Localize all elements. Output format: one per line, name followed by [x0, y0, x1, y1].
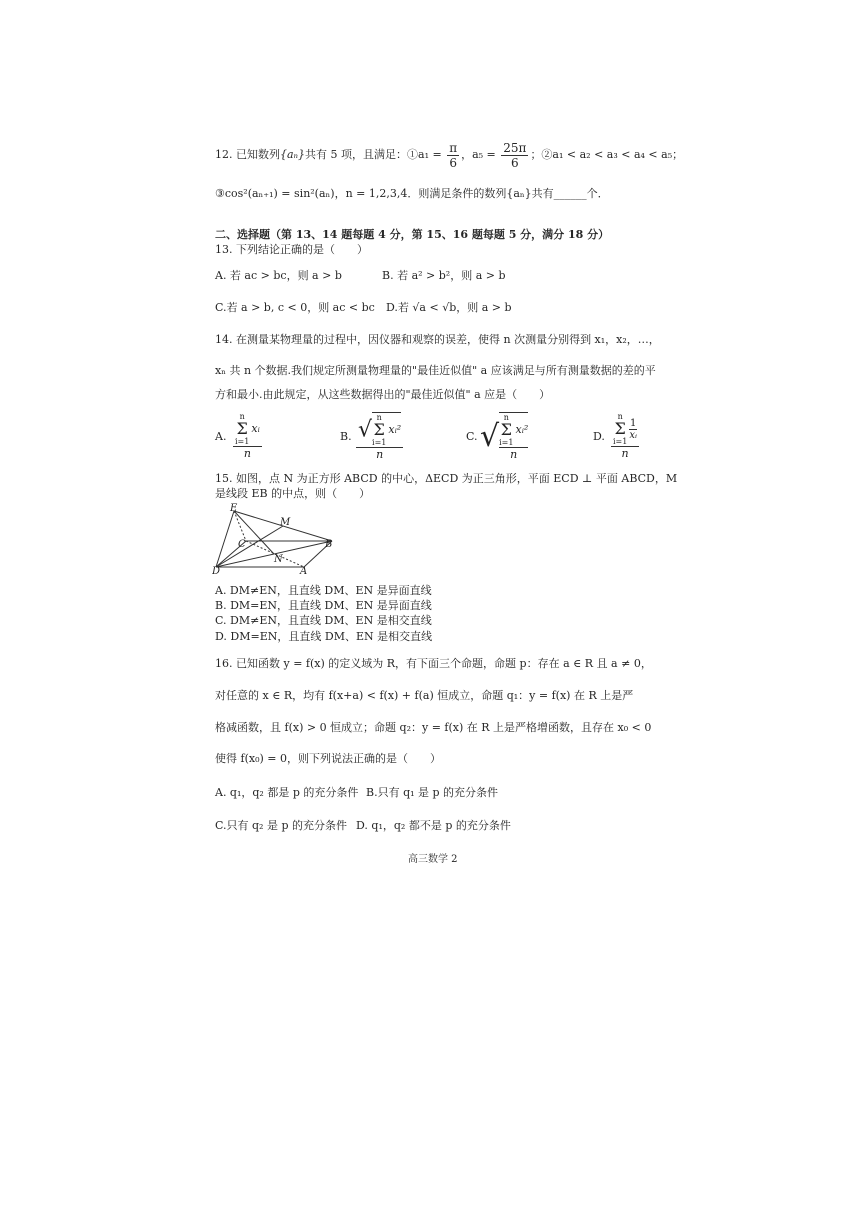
- q14-option-d: [593, 410, 663, 460]
- label-D: D: [212, 566, 221, 575]
- q16-line4: 使得 f(x₀) = 0，则下列说法正确的是（ ）: [215, 752, 441, 765]
- q16-line2: 对任意的 x ∈ R，均有 f(x+a) < f(x) + f(a) 恒成立，命题 q₁：y = f(x) 在 R 上是严: [215, 689, 634, 702]
- label-B: B: [325, 539, 333, 550]
- label-N: N: [274, 554, 283, 565]
- q12-an: {aₙ}: [280, 148, 306, 161]
- xi2-b: xᵢ²: [388, 423, 402, 436]
- sum-bottom-b: i=1: [372, 438, 387, 447]
- sqrt-sign-b: √: [358, 417, 373, 443]
- sigma-c: Σ: [500, 420, 512, 439]
- q14-option-a: [215, 410, 295, 460]
- q12-line2: ③cos²(aₙ₊₁) = sin²(aₙ)，n = 1,2,3,4．则满足条件的数列{aₙ}共有______个．: [215, 187, 609, 200]
- q12-a5-label: ，a₅ =: [461, 148, 496, 161]
- q14-line2: xₙ 共 n 个数据.我们规定所测量物理量的"最佳近似值" a 应该满足与所有测量数据的差的平: [215, 364, 656, 377]
- section-heading: 二、选择题（第 13、14 题每题 4 分，第 15、16 题每题 5 分，满分 18 分）: [215, 228, 610, 241]
- sigma-b: Σ: [373, 420, 385, 439]
- den-b: n: [376, 448, 384, 461]
- q14-option-c: [466, 410, 556, 460]
- xi2-c: xᵢ²: [515, 423, 529, 436]
- sigma-d: Σ: [614, 419, 626, 438]
- page-footer: 高三数学 2: [408, 854, 458, 865]
- q15-line1: 15. 如图，点 N 为正方形 ABCD 的中心，ΔECD 为正三角形，平面 ECD ⊥ 平面 ABCD，M: [215, 472, 678, 485]
- sum-top-c: n: [503, 413, 509, 422]
- label-A: A: [300, 566, 308, 575]
- q12-line1: [215, 140, 683, 170]
- q14-line1: 14. 在测量某物理量的过程中，因仪器和观察的误差，使得 n 次测量分别得到 x₁，x₂，…，: [215, 333, 660, 346]
- q14-option-c-label: C.: [466, 430, 478, 443]
- one-d: 1: [630, 417, 637, 429]
- q15-option-d: D. DM=EN，且直线 DM、EN 是相交直线: [215, 630, 433, 643]
- q16-option-b: B.只有 q₁ 是 p 的充分条件: [366, 786, 499, 799]
- q15-option-a: A. DM≠EN，且直线 DM、EN 是异面直线: [215, 584, 432, 597]
- sum-top-a: n: [239, 412, 245, 421]
- q12-a5-den: 6: [511, 155, 519, 170]
- q16-option-c: C.只有 q₂ 是 p 的充分条件: [215, 819, 347, 832]
- q12-a1-den: 6: [449, 155, 457, 170]
- den-c: n: [510, 448, 518, 461]
- sum-bottom-c: i=1: [499, 438, 514, 447]
- sum-top-d: n: [617, 412, 623, 421]
- q13-option-d: D.若 √a < √b，则 a > b: [386, 301, 512, 314]
- q13-option-c: C.若 a > b, c < 0，则 ac < bc: [215, 301, 375, 314]
- q12-end: ；②a₁ < a₂ < a₃ < a₄ < a₅；: [530, 148, 684, 161]
- q14-option-b: [340, 410, 430, 460]
- q12-prefix: 12. 已知数列: [215, 148, 280, 161]
- sum-bottom-a: i=1: [235, 437, 250, 446]
- den-d: n: [621, 447, 629, 460]
- sum-bottom-d: i=1: [613, 437, 628, 446]
- q16-option-a: A. q₁，q₂ 都是 p 的充分条件: [215, 786, 359, 799]
- q12-a5-num: 25π: [503, 140, 527, 155]
- q16-line3: 格减函数，且 f(x) > 0 恒成立；命题 q₂：y = f(x) 在 R 上是严格增函数，且存在 x₀ < 0: [215, 721, 652, 734]
- sqrt-sign-c: √: [480, 419, 500, 454]
- sum-top-b: n: [376, 413, 382, 422]
- q13-stem: 13. 下列结论正确的是（ ）: [215, 243, 368, 256]
- q14-option-a-label: A.: [215, 430, 227, 443]
- q12-a5-fraction: [501, 141, 528, 170]
- edge-EC: [234, 511, 246, 541]
- label-M: M: [280, 517, 291, 528]
- xi-d: xᵢ: [629, 429, 638, 441]
- q14-option-d-label: D.: [593, 430, 605, 443]
- q13-option-b: B. 若 a² > b²，则 a > b: [382, 269, 506, 282]
- q15-option-c: C. DM≠EN，且直线 DM、EN 是相交直线: [215, 614, 432, 627]
- q12-a1-num: π: [449, 140, 458, 155]
- label-C: C: [238, 539, 246, 550]
- q12-a1-fraction: [447, 141, 459, 170]
- q14-option-b-label: B.: [340, 430, 352, 443]
- segment-DM: [216, 526, 283, 567]
- q16-line1: 16. 已知函数 y = f(x) 的定义域为 R，有下面三个命题，命题 p：存在 a ∈ R 且 a ≠ 0，: [215, 657, 652, 670]
- q15-geometry-figure: [212, 503, 342, 575]
- q16-option-d: D. q₁，q₂ 都不是 p 的充分条件: [356, 819, 511, 832]
- q13-option-a: A. 若 ac > bc，则 a > b: [215, 269, 342, 282]
- q12-mid: 共有 5 项，且满足：①a₁ =: [305, 148, 442, 161]
- q15-option-b: B. DM=EN，且直线 DM、EN 是异面直线: [215, 599, 432, 612]
- q14-line3: 方和最小.由此规定，从这些数据得出的"最佳近似值" a 应是（ ）: [215, 388, 551, 401]
- sigma-a: Σ: [236, 419, 248, 438]
- den-a: n: [243, 447, 251, 460]
- label-E: E: [230, 503, 238, 514]
- q15-line2: 是线段 EB 的中点，则（ ）: [215, 487, 371, 500]
- xi-a: xᵢ: [251, 422, 260, 435]
